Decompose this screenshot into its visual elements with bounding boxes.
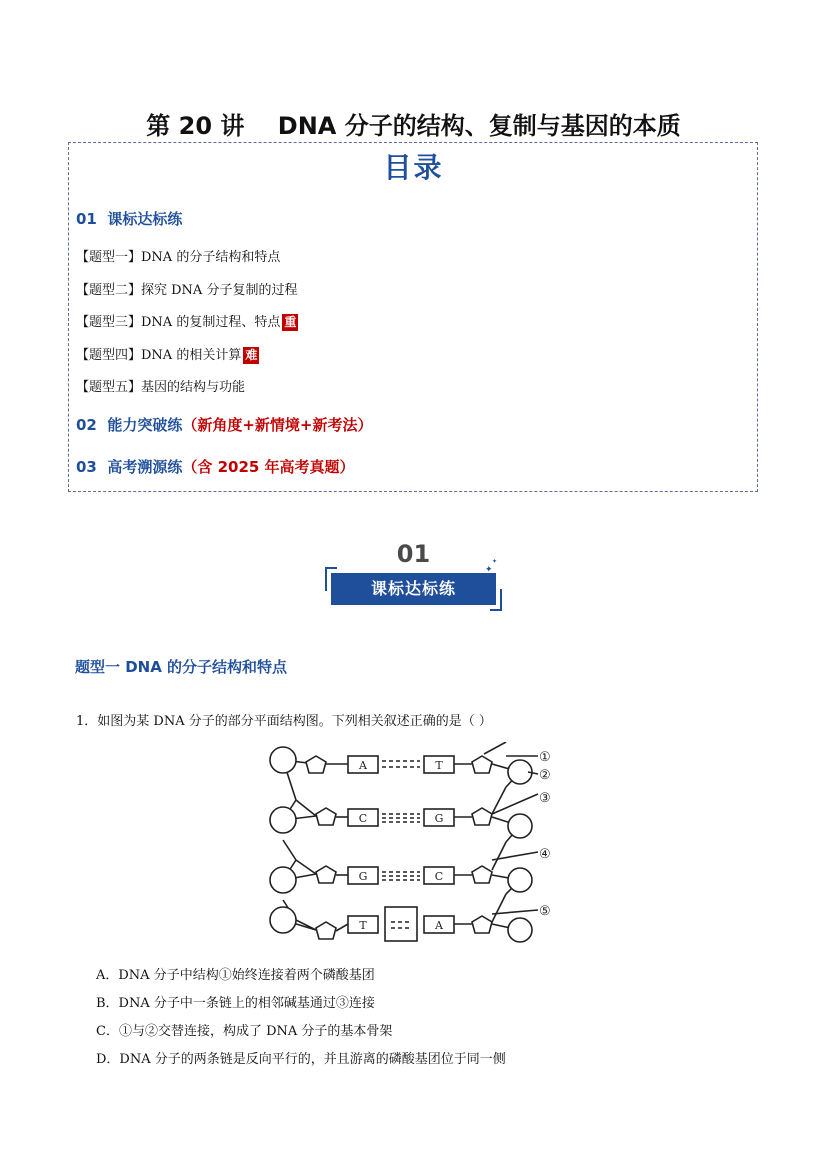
- toc-item-type2[interactable]: [76, 279, 297, 298]
- option-a[interactable]: A．DNA 分子中结构①始终连接着两个磷酸基团: [96, 968, 375, 983]
- dna-structure-figure: [266, 742, 566, 948]
- toc-item-label: 【题型四】DNA 的相关计算: [76, 348, 242, 363]
- marker-label: ⑤: [539, 904, 551, 919]
- toc-item-type5[interactable]: [76, 376, 245, 395]
- importance-badge: 重: [284, 315, 297, 329]
- toc-item-label: 【题型三】DNA 的复制过程、特点: [76, 315, 281, 330]
- question-stem: 1．如图为某 DNA 分子的部分平面结构图。下列相关叙述正确的是（ ）: [76, 714, 492, 729]
- base-label: A: [435, 919, 443, 932]
- toc-section-number: 01: [76, 210, 97, 228]
- option-b[interactable]: B．DNA 分子中一条链上的相邻碱基通过③连接: [96, 996, 375, 1011]
- toc-section-label: 高考溯源练: [107, 458, 183, 476]
- toc-section-number: 02: [76, 416, 97, 434]
- toc-item-type3[interactable]: [76, 311, 298, 331]
- base-label: T: [359, 919, 367, 932]
- option-c[interactable]: C．①与②交替连接，构成了 DNA 分子的基本骨架: [96, 1024, 393, 1039]
- question-type-title: 题型一 DNA 的分子结构和特点: [75, 658, 288, 676]
- base-label: G: [358, 870, 368, 883]
- marker-label: ③: [539, 791, 551, 806]
- sparkle-icon: ✦: [485, 565, 493, 575]
- base-label: C: [434, 870, 444, 883]
- toc-section-01[interactable]: [76, 208, 182, 229]
- toc-section-03[interactable]: [76, 456, 355, 477]
- base-label: C: [358, 812, 368, 825]
- toc-section-number: 03: [76, 458, 97, 476]
- sparkle-icon: ✦: [492, 558, 498, 565]
- toc-section-label: 能力突破练: [107, 416, 183, 434]
- base-label: G: [434, 812, 444, 825]
- toc-section-note: （含 2025 年高考真题）: [182, 458, 355, 476]
- base-label: A: [359, 759, 367, 772]
- toc-item-type1[interactable]: [76, 246, 280, 265]
- toc-section-label: 课标达标练: [107, 210, 183, 228]
- toc-item-type4[interactable]: [76, 344, 259, 364]
- option-d[interactable]: D．DNA 分子的两条链是反向平行的，并且游离的磷酸基团位于同一侧: [96, 1052, 506, 1067]
- toc-section-note: （新角度+新情境+新考法）: [182, 416, 373, 434]
- section-banner-number: 01: [396, 540, 431, 568]
- marker-label: ④: [539, 847, 551, 862]
- difficulty-badge: 难: [245, 348, 258, 362]
- section-banner: 课标达标练: [331, 573, 496, 605]
- toc-item-label: 【题型二】探究 DNA 分子复制的过程: [76, 283, 298, 298]
- base-label: T: [435, 759, 443, 772]
- toc-section-02[interactable]: [76, 414, 372, 435]
- document-title: 第 20 讲 DNA 分子的结构、复制与基因的本质: [146, 112, 681, 140]
- marker-label: ②: [539, 768, 551, 783]
- toc-item-label: 【题型五】基因的结构与功能: [76, 380, 246, 395]
- toc-heading: 目录: [383, 151, 444, 184]
- marker-label: ①: [539, 750, 551, 765]
- toc-item-label: 【题型一】DNA 的分子结构和特点: [76, 250, 281, 265]
